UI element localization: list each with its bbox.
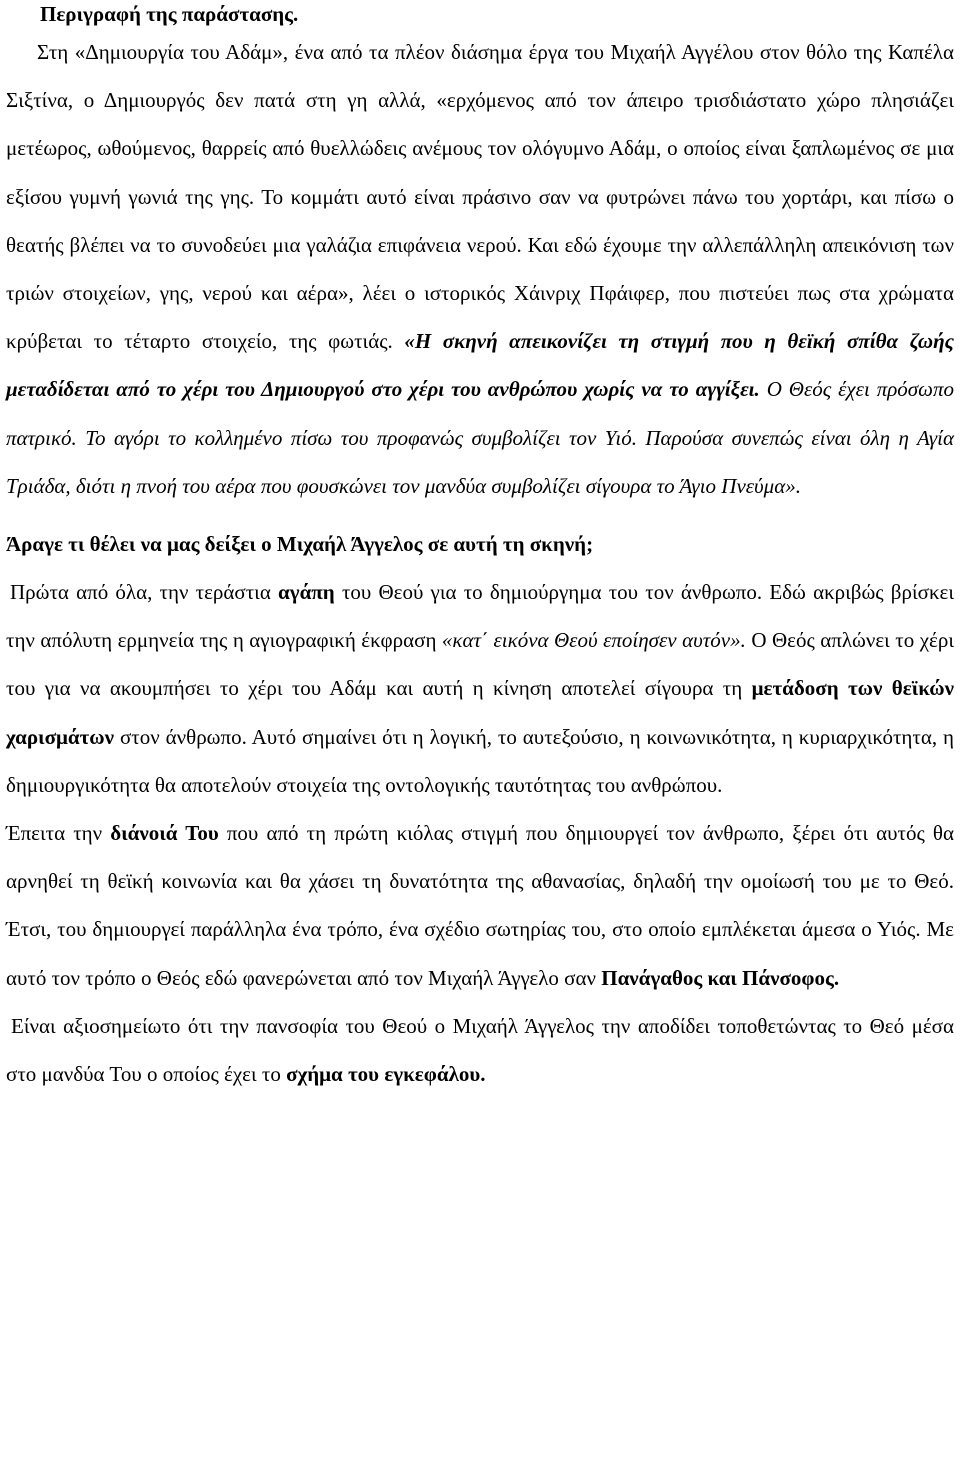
paragraph-love [6, 568, 954, 809]
bold-term: σχήμα του εγκεφάλου. [286, 1062, 486, 1087]
bold-term: μετάδοση των θεϊκών χαρισμάτων [6, 676, 954, 749]
question-heading: Άραγε τι θέλει να μας δείξει ο Μιχαήλ Άγγελος σε αυτή τη σκηνή; [6, 532, 594, 557]
italic-quote: Ο Θεός έχει πρόσωπο πατρικό. Το αγόρι το κολλημένο πίσω του προφανώς συμβολίζει τον Υιό. Παρούσα συνεπώς είναι όλη η Αγία Τριάδα, διότι η πνοή του αέρα που φουσκώνει τον μανδύα συμβολίζει σίγουρα το Άγιο Πνεύμα». [6, 377, 954, 498]
italic-quote: «κατ΄ εικόνα Θεού εποίησεν αυτόν». [441, 628, 746, 653]
bold-term: αγάπη [278, 580, 335, 605]
text-run: που από τη πρώτη κιόλας στιγμή που δημιουργεί τον άνθρωπο, ξέρει ότι αυτός θα αρνηθεί τη θεϊκή κοινωνία και θα χάσει τη δυνατότητα της αθανασίας, δηλαδή την ομοίωσή του με το Θεό. Έτσι, του δημιουργεί παράλληλα ένα τρόπο, ένα σχέδιο σωτηρίας του, στο οποίο εμπλέκεται άμεσα ο Υιός. Με αυτό τον τρόπο ο Θεός εδώ φανερώνεται από τον Μιχαήλ Άγγελο σαν [6, 821, 954, 990]
document-page [6, 0, 954, 1098]
paragraph-wisdom [6, 809, 954, 1002]
paragraph-description [6, 28, 954, 510]
text-run: Ο Θεός απλώνει το χέρι του για να ακουμπήσει το χέρι του Αδάμ και αυτή η κίνηση αποτελεί σίγουρα τη [6, 628, 954, 701]
text-run: Έπειτα την [6, 821, 111, 846]
section-heading: Περιγραφή της παράστασης. [40, 2, 299, 26]
bold-term: Πανάγαθος και Πάνσοφος. [601, 965, 840, 990]
paragraph-brain [6, 1002, 954, 1098]
text-run: του Θεού για το δημιούργημα του τον άνθρωπο. Εδώ ακριβώς βρίσκει την απόλυτη ερμηνεία της η αγιογραφική έκφραση [6, 580, 954, 653]
bold-term: διάνοιά Του [110, 821, 219, 846]
bold-italic-quote: «Η σκηνή απεικονίζει τη στιγμή που η θεϊκή σπίθα ζωής μεταδίδεται από το χέρι του Δημιουργού στο χέρι του ανθρώπου χωρίς να το αγγίξει. [6, 329, 954, 402]
text-run: Στη «Δημιουργία του Αδάμ», ένα από τα πλέον διάσημα έργα του Μιχαήλ Αγγέλου στον θόλο της Καπέλα Σιξτίνα, ο Δημιουργός δεν πατά στη γη αλλά, «ερχόμενος από τον άπειρο τρισδιάστατο χώρο πλησιάζει μετέωρος, ωθούμενος, θαρρείς από θυελλώδεις ανέμους τον ολόγυμνο Αδάμ, ο οποίος είναι ξαπλωμένος σε μια εξίσου γυμνή γωνιά της γης. Το κομμάτι αυτό είναι πράσινο σαν να φυτρώνει πάνω του χορτάρι, και πίσω ο θεατής βλέπει να το συνοδεύει μια γαλάζια επιφάνεια νερού. Και εδώ έχουμε την αλλεπάλληλη απεικόνιση των τριών στοιχείων, γης, νερού και αέρα», λέει ο ιστορικός Χάινριχ Πφάιφερ, που πιστεύει πως στα χρώματα κρύβεται το τέταρτο στοιχείο, της φωτιάς. [6, 40, 954, 354]
text-run: Πρώτα από όλα, την τεράστια [10, 580, 279, 605]
text-run: στον άνθρωπο. Αυτό σημαίνει ότι η λογική, το αυτεξούσιο, η κοινωνικότητα, η κυριαρχικότητα, η δημιουργικότητα θα αποτελούν στοιχεία της οντολογικής ταυτότητας του ανθρώπου. [6, 724, 954, 797]
text-run: Είναι αξιοσημείωτο ότι την πανσοφία του Θεού ο Μιχαήλ Άγγελος την αποδίδει τοποθετώντας το Θεό μέσα στο μανδύα Του ο οποίος έχει το [6, 1013, 954, 1087]
